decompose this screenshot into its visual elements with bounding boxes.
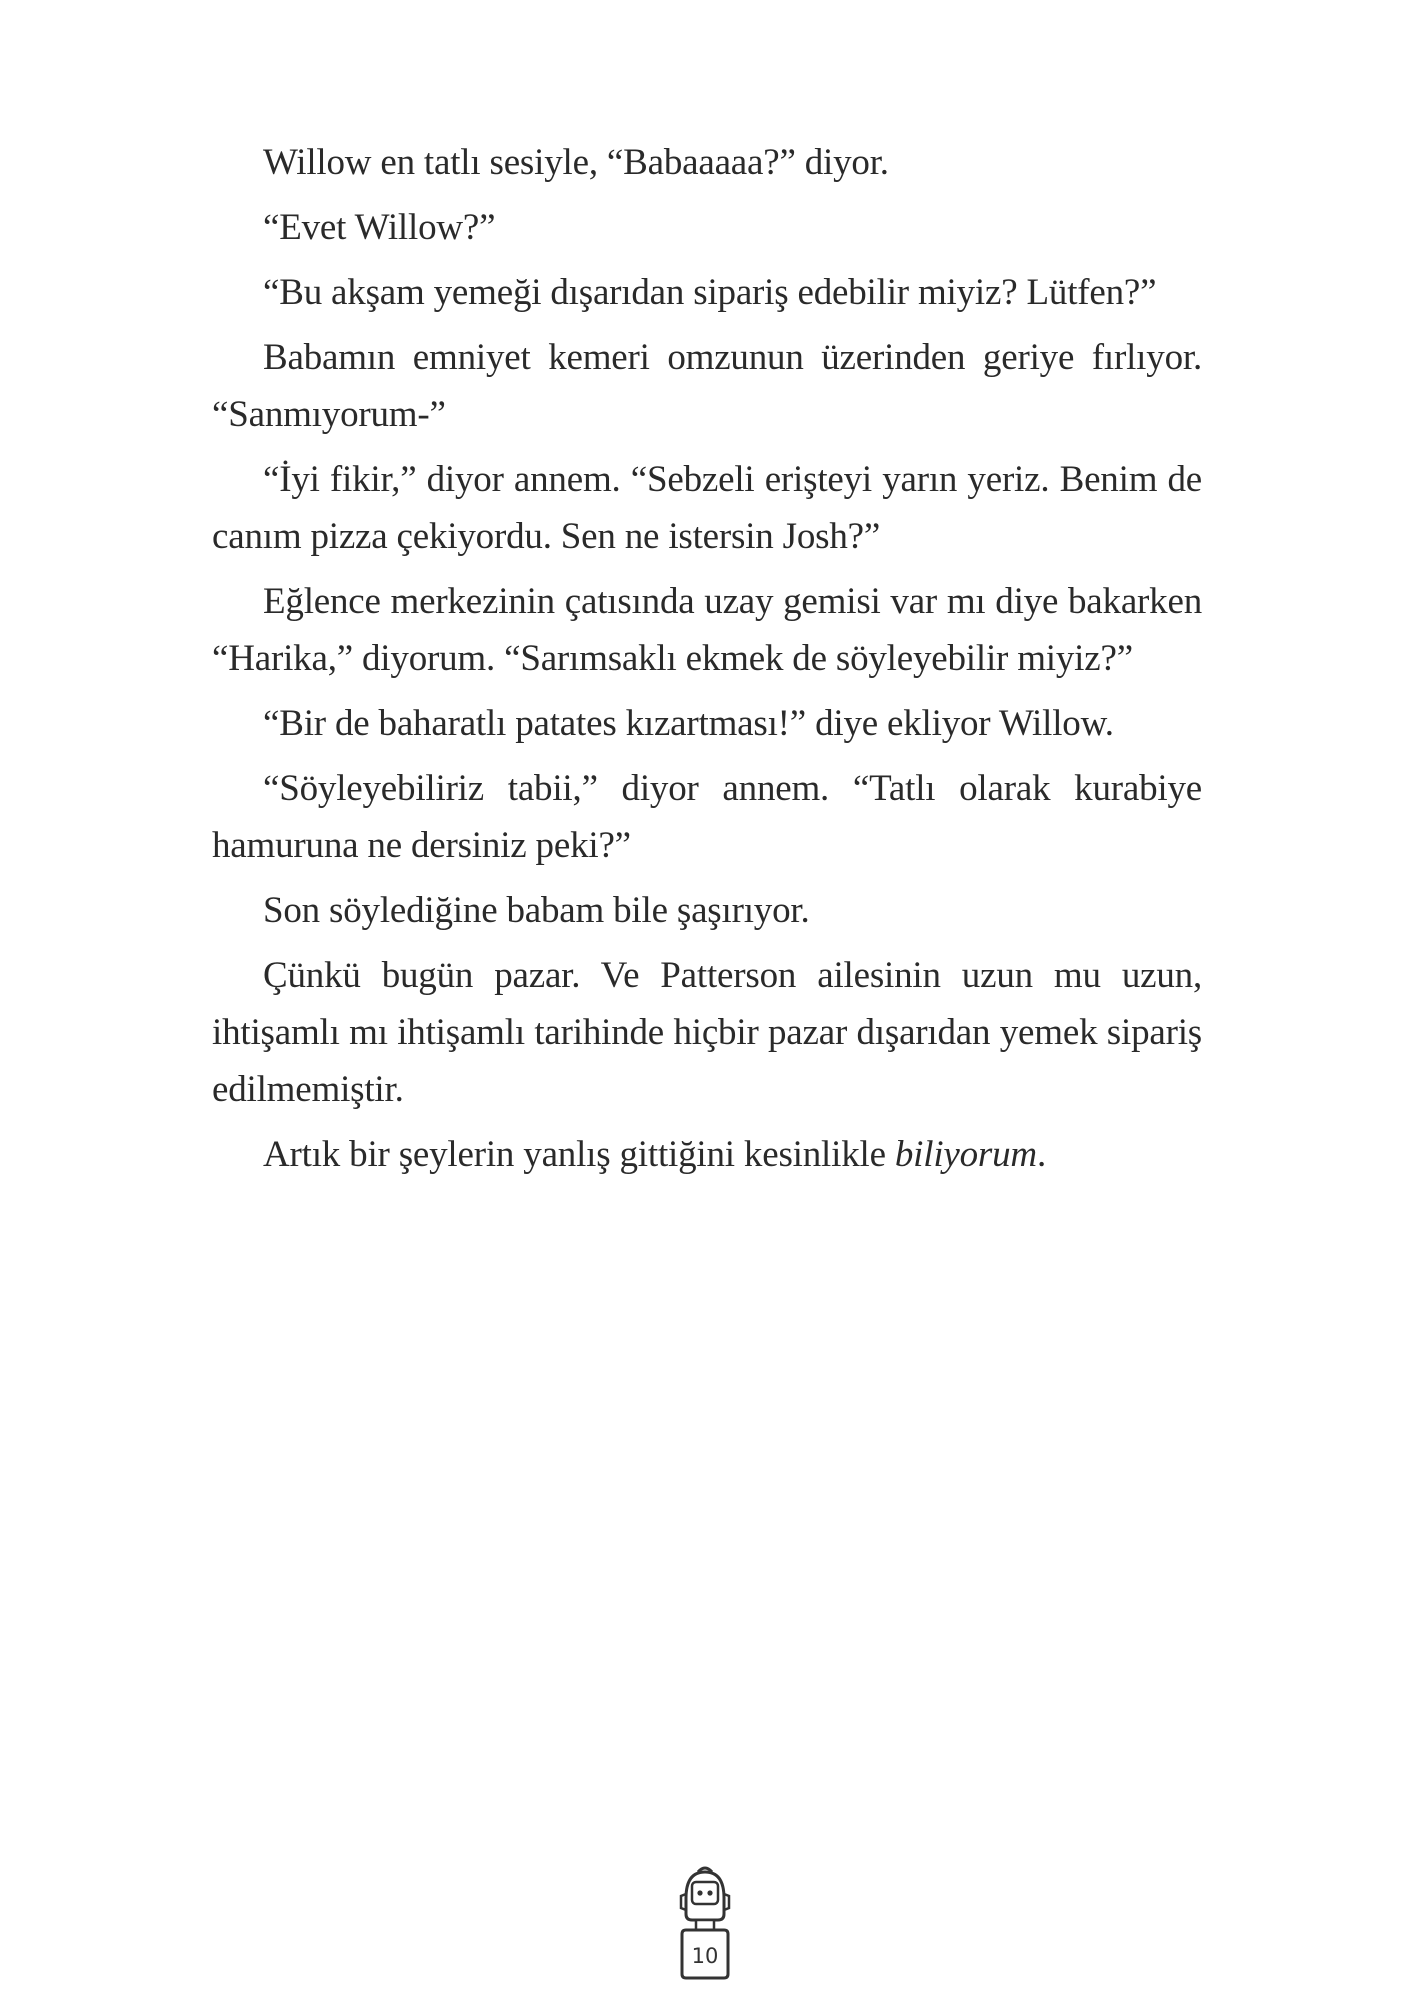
paragraph: “Evet Willow?” [263,207,496,248]
paragraph-final [212,1126,1202,1183]
paragraph-final-punct: . [1036,1134,1047,1175]
body-text [212,134,1202,1191]
paragraph: “Bu akşam yemeği dışarıdan sipariş edebilir miyiz? Lütfen?” [263,272,1157,313]
paragraph: Son söylediğine babam bile şaşırıyor. [263,890,810,931]
paragraph: “Söyleyebiliriz tabii,” diyor annem. “Tatlı olarak kurabiye hamuruna ne dersiniz peki?” [212,768,1202,866]
page-number-badge [672,1858,738,1980]
paragraph: Babamın emniyet kemeri omzunun üzerinden geriye fırlıyor. “Sanmıyorum-” [212,337,1202,435]
paragraph: “Bir de baharatlı patates kızartması!” diye ekliyor Willow. [263,703,1114,744]
paragraph: “İyi fikir,” diyor annem. “Sebzeli erişteyi yarın yeriz. Benim de canım pizza çekiyordu. Sen ne istersin Josh?” [212,459,1202,557]
page-number: 10 [691,1944,719,1968]
paragraph: Çünkü bugün pazar. Ve Patterson ailesinin uzun mu uzun, ihtişamlı mı ihtişamlı tarihinde hiçbir pazar dışarıdan yemek sipariş edilmemiştir. [212,955,1202,1110]
paragraph-final-text: Artık bir şeylerin yanlış gittiğini kesinlikle [263,1134,895,1175]
paragraph: Willow en tatlı sesiyle, “Babaaaaa?” diyor. [263,142,889,183]
paragraph: Eğlence merkezinin çatısında uzay gemisi var mı diye bakarken “Harika,” diyorum. “Sarımsaklı ekmek de söyleyebilir miyiz?” [212,581,1202,679]
emphasis-word: biliyorum [894,1134,1037,1175]
